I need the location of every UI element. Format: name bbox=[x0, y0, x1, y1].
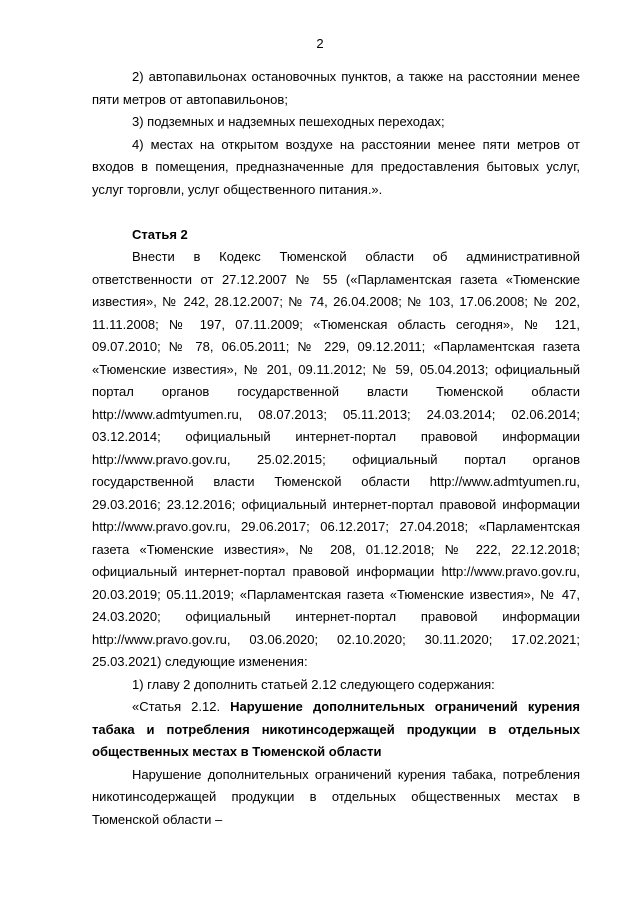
article-2-heading: Статья 2 bbox=[132, 226, 188, 242]
paragraph-violation: Нарушение дополнительных ограничений курения табака, потребления никотинсодержащей продукции в отдельных общественных местах в Тюменской области – bbox=[92, 766, 580, 827]
page-number: 2 bbox=[316, 36, 324, 51]
paragraph-item-2: 2) автопавильонах остановочных пунктов, а также на расстоянии менее пяти метров от автопавильонов; bbox=[92, 69, 580, 107]
document-body bbox=[92, 66, 580, 831]
article-2-12-prefix: «Статья 2.12. bbox=[132, 699, 221, 714]
article-2-12-title: Нарушение дополнительных ограничений курения табака и потребления никотинсодержащей продукции в отдельных общественных местах в Тюменской области bbox=[92, 699, 580, 759]
paragraph-item-4: 4) местах на открытом воздухе на расстоянии менее пяти метров от входов в помещения, предназначенные для предоставления бытовых услуг, услуг торговли, услуг общественного питания.». bbox=[92, 136, 580, 197]
paragraph-item-3: 3) подземных и надземных пешеходных переходах; bbox=[132, 114, 445, 129]
paragraph-change-1: 1) главу 2 дополнить статьей 2.12 следующего содержания: bbox=[132, 676, 495, 692]
paragraph-article-2-12 bbox=[92, 696, 580, 764]
paragraph-article-2-body: Внести в Кодекс Тюменской области об административной ответственности от 27.12.2007 № 55 («Парламентская газета «Тюменские известия», № 242, 28.12.2007; № 74, 26.04.2008; № 103, 17.06.2008; № 202, 11.11.2008; № 197, 07.11.2009; «Тюменская область сегодня», № 121, 09.07.2010; № 78, 06.05.2011; № 229, 09.12.2011; «Парламентская газета «Тюменские известия», № 201, 09.11.2012; № 59, 05.04.2013; официальный портал органов государственной власти Тюменской области http://www.admtyumen.ru, 08.07.2013; 05.11.2013; 24.03.2014; 02.06.2014; 03.12.2014; официальный интернет-портал правовой информации http://www.pravo.gov.ru, 25.02.2015; официальный портал органов государственной власти Тюменской области http://www.admtyumen.ru, 29.03.2016; 23.12.2016; официальный интернет-портал правовой информации http://www.pravo.gov.ru, 29.06.2017; 06.12.2017; 27.04.2018; «Парламентская газета «Тюменские известия», № 208, 01.12.2018; № 222, 22.12.2018; официальный интернет-портал правовой информации http://www.pravo.gov.ru, 20.03.2019; 05.11.2019; «Парламентская газета «Тюменские известия», № 47, 24.03.2020; официальный интернет-портал правовой информации http://www.pravo.gov.ru, 03.06.2020; 02.10.2020; 30.11.2020; 17.02.2021; 25.03.2021) следующие изменения: bbox=[92, 249, 580, 669]
